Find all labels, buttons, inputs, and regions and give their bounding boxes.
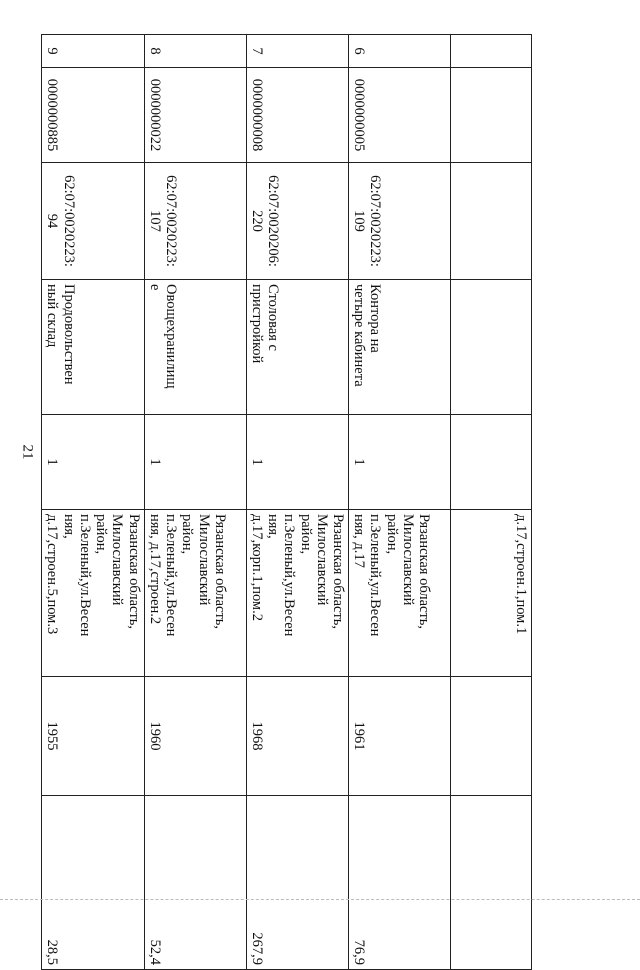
- cell-area: 76,9: [349, 796, 451, 970]
- cell-area: [451, 796, 532, 970]
- cell-address: [451, 510, 532, 677]
- cell-inventory: 0000000008: [246, 68, 348, 163]
- cell-area: 267,9: [246, 796, 348, 970]
- cell-qty: 1: [144, 415, 246, 510]
- cell-name: Овощехранилищ е: [144, 280, 246, 415]
- cell-area: 28,5: [42, 796, 144, 970]
- cell-qty: [451, 415, 532, 510]
- cell-cadastral: 62:07:0020223: 94: [42, 163, 144, 280]
- page-number: 21: [19, 444, 36, 460]
- cell-inventory: 0000000022: [144, 68, 246, 163]
- cell-qty: 1: [349, 415, 451, 510]
- cell-year: [451, 677, 532, 796]
- property-table: [41, 34, 532, 970]
- cell-qty: 1: [246, 415, 348, 510]
- cell-name: [451, 280, 532, 415]
- cell-qty: 1: [42, 415, 144, 510]
- cell-num: [451, 35, 532, 68]
- cell-inventory: 0000000885: [42, 68, 144, 163]
- rotated-table-wrapper: [44, 34, 532, 965]
- table-row: [246, 35, 348, 970]
- table-row-continuation: [451, 35, 532, 970]
- cell-address: Рязанская область, Милославский район, п.Зеленый,ул.Весен няя, д.17,корп.1,пом.2: [246, 510, 348, 677]
- scan-edge-rule: [0, 899, 640, 900]
- cell-cadastral: 62:07:0020206: 220: [246, 163, 348, 280]
- table-row: [349, 35, 451, 970]
- cell-year: 1961: [349, 677, 451, 796]
- table-row: [144, 35, 246, 970]
- cell-name: Продовольствен ный склад: [42, 280, 144, 415]
- cell-year: 1968: [246, 677, 348, 796]
- cell-num: 6: [349, 35, 451, 68]
- cell-cadastral: [451, 163, 532, 280]
- cell-cadastral: 62:07:0020223: 109: [349, 163, 451, 280]
- cell-name: Столовая с пристройкой: [246, 280, 348, 415]
- cell-num: 9: [42, 35, 144, 68]
- cell-inventory: 0000000005: [349, 68, 451, 163]
- cell-area: 52,4: [144, 796, 246, 970]
- cell-address: Рязанская область, Милославский район, п.Зеленый,ул.Весен няя, д.17: [349, 510, 451, 677]
- cell-address: Рязанская область, Милославский район, п.Зеленый,ул.Весен няя, д.17,строен.2: [144, 510, 246, 677]
- cell-cadastral: 62:07:0020223: 107: [144, 163, 246, 280]
- cell-address: Рязанская область, Милославский район, п.Зеленый,ул.Весен няя, д.17,строен.5,пом.3: [42, 510, 144, 677]
- cell-num: 7: [246, 35, 348, 68]
- cell-year: 1960: [144, 677, 246, 796]
- table-row: [42, 35, 144, 970]
- cell-num: 8: [144, 35, 246, 68]
- address-text: д.17,строен.1,пом.1: [513, 514, 529, 635]
- cell-inventory: [451, 68, 532, 163]
- cell-name: Контора на четыре кабинета: [349, 280, 451, 415]
- cell-year: 1955: [42, 677, 144, 796]
